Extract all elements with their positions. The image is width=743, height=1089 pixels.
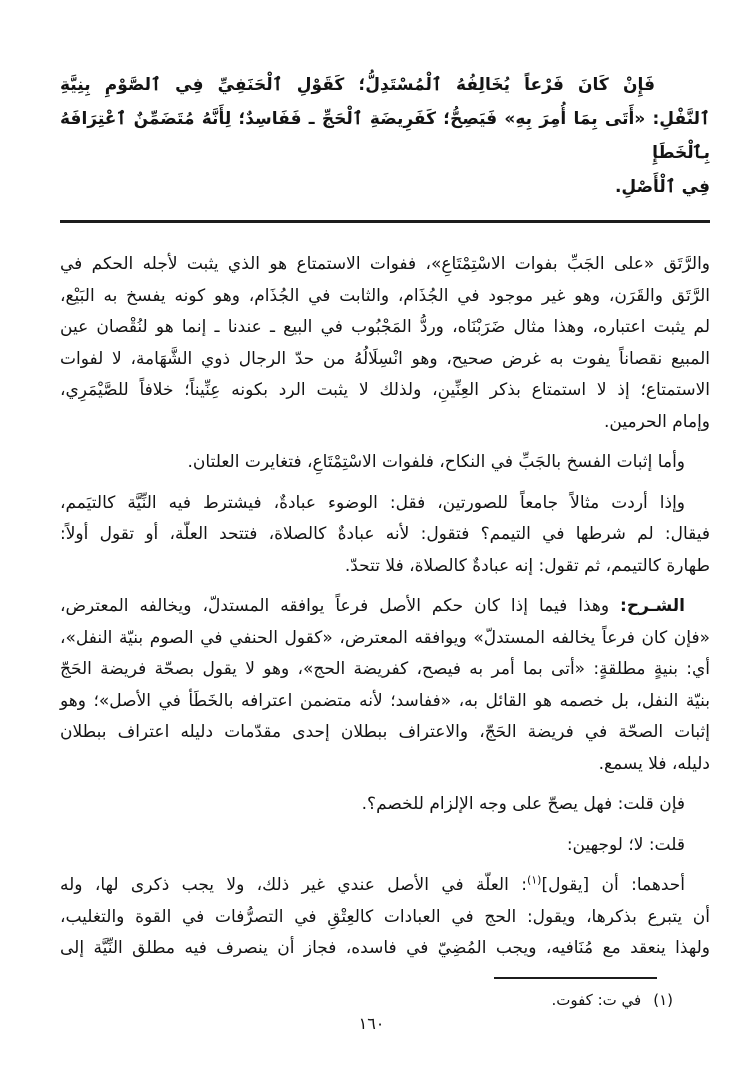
footnote-text: في ت: كفوت. — [551, 990, 642, 1009]
commentary-line-with-note — [60, 870, 710, 902]
matn-line: فِي ٱلْأَصْلِ. — [614, 177, 710, 197]
commentary-paragraph — [60, 830, 710, 862]
commentary-line: أي: بنيةٍ مطلقةٍ: «أتى بما أمر به فيصح، كفريضة الحج»، وهو لا يقول بصحّة فريضة الحَجّ — [60, 659, 710, 679]
commentary-line: أن يتبرع بذكرها، ويقول: الحج في العبادات كالعِتْقِ في التصرُّفات في القوة والتغليب، — [60, 906, 710, 927]
commentary-line: وإذا أردت مثالاً جامعاً للصورتين، فقل: الوضوء عبادةٌ، فيشترط فيه النِّيَّة كالتيَمم، — [60, 492, 685, 513]
matn-separator-rule — [60, 220, 710, 223]
page-number: ١٦٠ — [358, 1014, 385, 1033]
commentary-paragraph — [60, 870, 710, 965]
commentary-line: فيقال: لم شرطها في التيمم؟ فتقول: لأنه عبادةٌ كالصلاة، فتتحد العلّة، أو تقول أولاً: — [60, 524, 710, 544]
footnote-separator-rule — [494, 977, 657, 979]
sharh-label: الشـرح: — [620, 596, 685, 616]
footnote-marker-superscript: (١) — [526, 873, 542, 887]
commentary-paragraph — [60, 789, 710, 821]
footnote — [60, 988, 673, 1012]
footnote-number: (١) — [653, 990, 673, 1009]
commentary-line: والرَّتَق «على الجَبِّ بفوات الاسْتِمْتَاعِ»، ففوات الاستمتاع هو الذي يثبت لأجله الحكم في — [60, 254, 710, 274]
sharh-first-line — [60, 591, 710, 623]
commentary-line: بنيّة النفل، بل خصمه هو القائل به، «ففاسد؛ لأنه متضمن اعترافه بالخَطَأ في الأصل»؛ وهو — [60, 690, 710, 711]
commentary-line: طهارة كالتيمم، ثم تقول: إنه عبادةٌ كالصلاة، فلا تتحدّ. — [344, 555, 710, 576]
commentary-line: وأما إثبات الفسخ بالجَبِّ في النكاح، فلفوات الاسْتِمْتَاعِ، فتغايرت العلتان. — [187, 452, 685, 472]
commentary-line: الرَّتَق والقَرَن، وهو غير موجود في الجُذَام، والثابت في الجُذَام، وهو كونه يفسخ به البَيْع، — [60, 285, 710, 306]
commentary-line: دليله، فلا يسمع. — [598, 753, 710, 774]
line-text-after-note: : العلّة في الأصل عندي غير ذلك، ولا يجب ذكرى لها، وله — [60, 875, 527, 895]
commentary-paragraph — [60, 249, 710, 438]
commentary-paragraph — [60, 447, 710, 479]
commentary-line: وإمام الحرمين. — [604, 411, 710, 432]
matn-line: فَإِنْ كَانَ فَرْعاً يُخَالِفُهُ ٱلْمُسْتَدِلُّ؛ كَقَوْلِ ٱلْحَنَفِيِّ فِي ٱلصَّوْمِ بِنِيَّةِ — [60, 75, 655, 95]
sharh-paragraph — [60, 591, 710, 780]
matn-section — [60, 68, 710, 204]
sharh-first-line-text: وهذا فيما إذا كان حكم الأصل فرعاً يوافقه المستدلّ، ويخالفه المعترض، — [60, 596, 621, 616]
matn-line: ٱلنَّفْلِ: «أَتَى بِمَا أُمِرَ بِهِ» فَيَصِحُّ؛ كَفَرِيضَةِ ٱلْحَجِّ ـ فَفَاسِدٌ؛ لِأَنَّهُ مُتَضَمِّنٌ ٱعْتِرَافَهُ بِٱلْخَطَإِ — [60, 109, 710, 163]
commentary-line: ولهذا ينعقد مع مُنَافيه، ويجب المُضِيّ في فاسده، فجاز أن ينصرف فيه مطلق النِّيَّة إلى — [60, 938, 710, 958]
commentary-line: المبيع نقصاناً يفوت به غرض صحيح، وهو انْسِلَالُهُ من حدّ الرجال ذوي الشَّهَامة، لا لفوات — [60, 348, 710, 369]
commentary-line: لم يثبت اعتباره، وهذا مثال ضَرَبْنَاه، وردُّ المَجْبُوب في البيع ـ عندنا ـ إنما هو لنُقْصان عين — [60, 317, 710, 337]
line-text-before-note: أحدهما: أن [يقول] — [541, 875, 685, 895]
commentary-line: «فإن كان فرعاً يخالفه المستدلّ» ويوافقه المعترض، «كقول الحنفي في الصوم بنيّة النفل»، — [60, 627, 710, 648]
commentary-line: الاستمتاع؛ إذ لا استمتاع بذكر العِنِّينِ، ولذلك لا يثبت الرد بكونه عِنِّيناً؛ خلافاً للصَّيْمَرِي، — [60, 380, 710, 400]
commentary-line: فإن قلت: فهل يصحّ على وجه الإلزام للخصم؟. — [361, 794, 685, 814]
text-block — [60, 0, 710, 1012]
commentary-paragraph — [60, 488, 710, 583]
commentary-section — [60, 249, 710, 965]
commentary-line: قلت: لا؛ لوجهين: — [566, 834, 685, 855]
commentary-line: إثبات الصحّة في فريضة الحَجّ، والاعتراف ببطلان إحدى مقدّمات دليله اعتراف ببطلان — [60, 722, 710, 742]
